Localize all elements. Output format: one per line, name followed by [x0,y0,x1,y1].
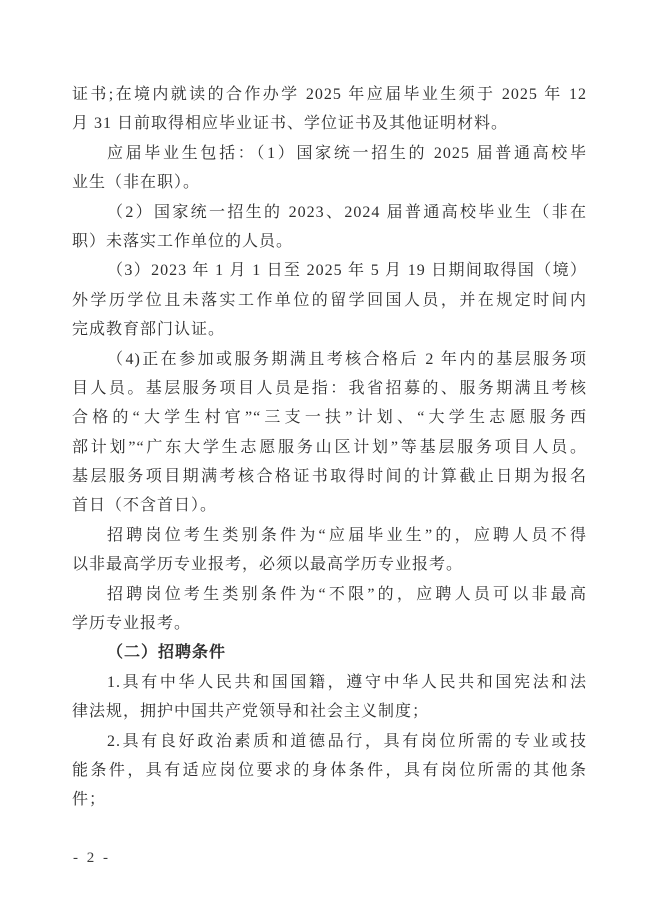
doc-line: 业生（非在职）。 [72,174,201,192]
doc-line: 应届毕业生包括：（1）国家统一招生的 2025 届普通高校毕 [107,144,587,162]
section-heading: （二）招聘条件 [107,644,227,662]
doc-line: 招聘岗位考生类别条件为“不限”的，应聘人员可以非最高 [107,585,587,603]
doc-line: （2）国家统一招生的 2023、2024 届普通高校毕业生（非在 [107,203,587,221]
doc-line: 外学历学位且未落实工作单位的留学回国人员，并在规定时间内 [72,291,587,309]
doc-line: （3）2023 年 1 月 1 日至 2025 年 5 月 19 日期间取得国（境） [107,262,587,280]
doc-line: 完成教育部门认证。 [72,321,226,339]
document-body [72,80,587,815]
doc-line: 件； [72,791,107,809]
doc-line: 基层服务项目期满考核合格证书取得时间的计算截止日期为报名 [72,468,587,486]
doc-line: 律法规，拥护中国共产党领导和社会主义制度； [72,703,430,721]
doc-line: 2.具有良好政治素质和道德品行，具有岗位所需的专业或技 [107,732,587,750]
doc-line: （4)正在参加或服务期满且考核合格后 2 年内的基层服务项 [107,350,587,368]
doc-line: 首日（不含首日）。 [72,497,218,515]
doc-line: 部计划”“广东大学生志愿服务山区计划”等基层服务项目人员。 [72,438,587,456]
doc-line: 职）未落实工作单位的人员。 [72,232,294,250]
doc-line: 合格的“大学生村官”“三支一扶”计划、“大学生志愿服务西 [72,409,587,427]
doc-line: 能条件，具有适应岗位要求的身体条件，具有岗位所需的其他条 [72,761,587,779]
doc-line: 月 31 日前取得相应毕业证书、学位证书及其他证明材料。 [72,115,509,133]
doc-line: 目人员。基层服务项目人员是指：我省招募的、服务期满且考核 [72,379,587,397]
doc-line: 1.具有中华人民共和国国籍，遵守中华人民共和国宪法和法 [107,673,587,691]
doc-line: 学历专业报考。 [72,615,192,633]
doc-line: 证书;在境内就读的合作办学 2025 年应届毕业生须于 2025 年 12 [72,86,587,103]
page-number: - 2 - [73,850,111,866]
doc-line: 招聘岗位考生类别条件为“应届毕业生”的，应聘人员不得 [107,526,587,544]
doc-line: 以非最高学历专业报考，必须以最高学历专业报考。 [72,556,464,574]
